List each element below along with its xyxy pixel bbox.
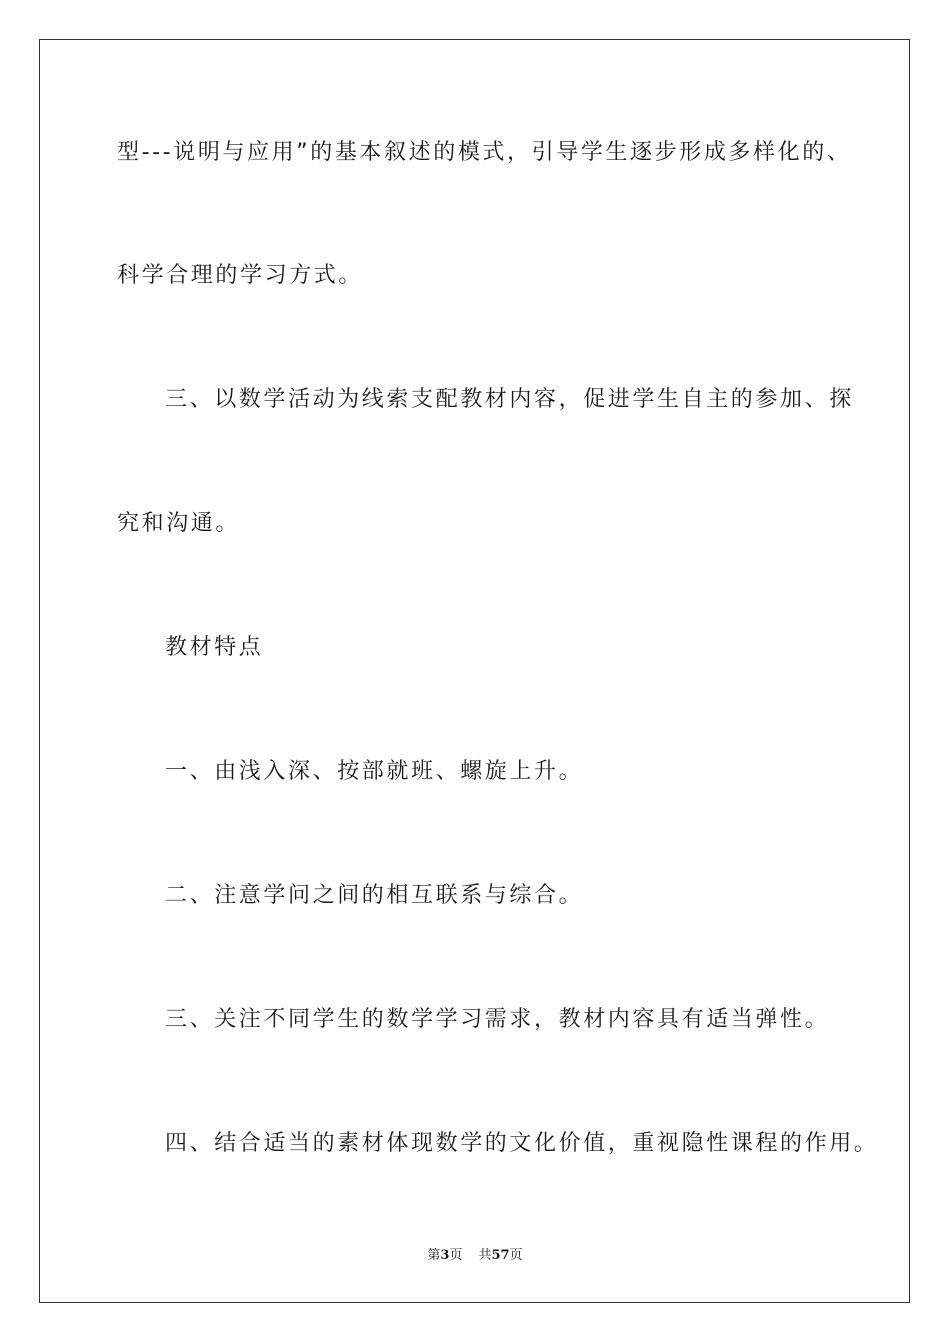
feature-item-1: 一、由浅入深、按部就班、螺旋上升。 [165, 759, 584, 784]
paragraph-line-4: 究和沟通。 [117, 511, 241, 536]
feature-item-3: 三、关注不同学生的数学学习需求，教材内容具有适当弹性。 [165, 1007, 830, 1032]
page-suffix: 页 [449, 1248, 463, 1263]
page-number: 3 [440, 1248, 450, 1263]
page-prefix: 第 [427, 1248, 441, 1263]
page-footer [0, 1247, 950, 1265]
paragraph-line-3: 三、以数学活动为线索支配教材内容，促进学生自主的参加、探 [165, 387, 854, 412]
paragraph-line-2: 科学合理的学习方式。 [117, 263, 364, 288]
feature-item-2: 二、注意学问之间的相互联系与综合。 [165, 883, 584, 908]
paragraph-line-1: 型---说明与应用”的基本叙述的模式，引导学生逐步形成多样化的、 [117, 140, 852, 165]
total-pages: 57 [491, 1248, 510, 1263]
page-border [39, 39, 910, 1303]
total-prefix: 共 [478, 1248, 492, 1263]
total-suffix: 页 [509, 1248, 523, 1263]
section-heading: 教材特点 [165, 635, 264, 660]
feature-item-4: 四、结合适当的素材体现数学的文化价值，重视隐性课程的作用。 [165, 1131, 879, 1156]
